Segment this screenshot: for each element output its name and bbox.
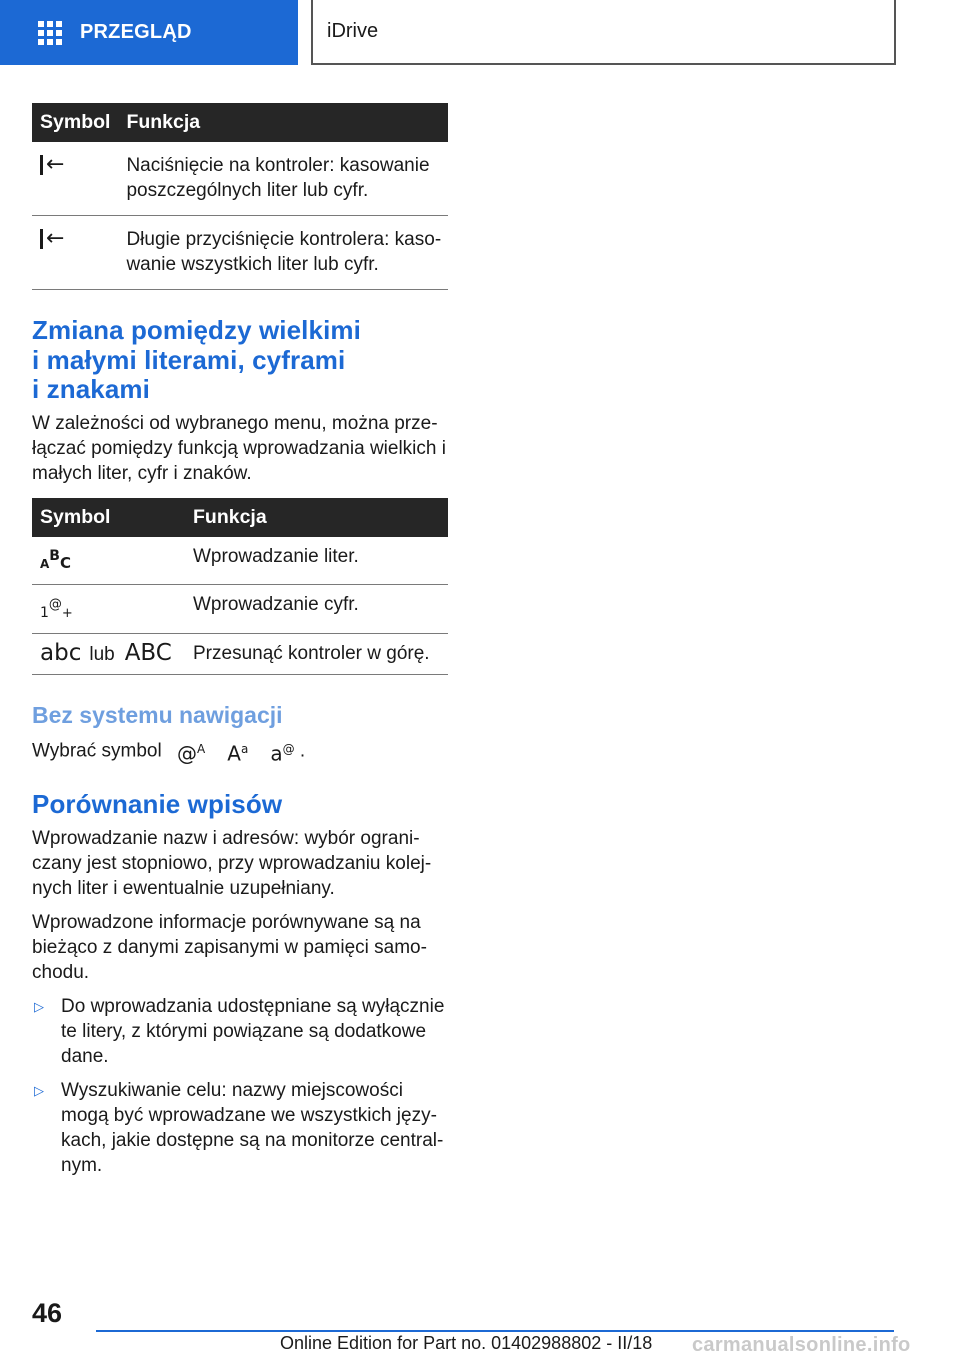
table-row xyxy=(32,216,448,290)
section-tab-overview[interactable] xyxy=(0,0,298,65)
subheading-no-navigation: Bez systemu nawigacji xyxy=(32,702,283,729)
backspace-icon: ← xyxy=(40,153,70,177)
chapter-title: iDrive xyxy=(327,20,379,42)
table-row xyxy=(32,537,448,585)
col-header-function: Funkcja xyxy=(118,103,448,142)
edition-text: Online Edition for Part no. 01402988802 - II/18 xyxy=(280,1333,653,1353)
triangle-bullet-icon: ▷ xyxy=(34,1083,44,1099)
list-item: ▷ Wyszukiwanie celu: nazwy miejscowości mogą być wprowadzane we wszystkich językach, jakie dostępne są na monitorze centralnym. xyxy=(34,1079,444,1177)
uppercase-abc-icon: ABC xyxy=(124,640,172,667)
list-item: ▷ Do wprowadzania udostępniane są wyłącznie te litery, z którymi powiązane są dodatkowe dane. xyxy=(34,995,445,1068)
table-row xyxy=(32,142,448,216)
letters-mode-icon: ABC xyxy=(40,548,71,573)
function-text: Przesunąć kontroler w górę. xyxy=(185,634,448,675)
section-heading-entry-comparison: Porównanie wpisów xyxy=(32,789,283,820)
symbol-table-modes xyxy=(32,498,448,675)
or-text: lub xyxy=(89,644,115,666)
lowercase-abc-icon: abc xyxy=(40,640,82,667)
grid-menu-icon xyxy=(38,21,62,45)
footer-divider xyxy=(96,1330,894,1332)
main-column xyxy=(32,103,448,1187)
page-number: 46 xyxy=(32,1298,63,1328)
lower-at-icon: a@ xyxy=(270,742,295,767)
section-text-case-switch: W zależności od wybranego menu, można przełączać pomiędzy funkcją wprowadzania wielkich i małych liter, cyfr i znaków. xyxy=(32,412,446,485)
watermark: carmanualsonline.info xyxy=(692,1334,911,1356)
bullet-list xyxy=(32,994,448,1179)
symbol-table-delete xyxy=(32,103,448,290)
upper-lower-icon: $A^a$ xyxy=(227,742,249,767)
col-header-function: Funkcja xyxy=(185,498,448,537)
chapter-header xyxy=(311,0,896,65)
at-upper-icon: @$^A$ xyxy=(176,742,206,767)
col-header-symbol: Symbol xyxy=(32,103,118,142)
function-text: Wprowadzanie liter. xyxy=(185,537,448,585)
function-text: Naciśnięcie na kontroler: kasowanie poszczególnych liter lub cyfr. xyxy=(118,142,448,216)
paragraph: Wprowadzone informacje porównywane są na bieżąco z danymi zapisanymi w pamięci samochodu. xyxy=(32,911,427,984)
table-row xyxy=(32,634,448,675)
triangle-bullet-icon: ▷ xyxy=(34,999,44,1015)
col-header-symbol: Symbol xyxy=(32,498,185,537)
function-text: Długie przyciśnięcie kontrolera: kasowanie wszystkich liter lub cyfr. xyxy=(118,216,448,290)
table-row xyxy=(32,585,448,634)
function-text: Wprowadzanie cyfr. xyxy=(185,585,448,634)
backspace-icon: ← xyxy=(40,227,70,251)
numbers-mode-icon: 1@+ xyxy=(40,597,73,622)
section-tab-label: PRZEGLĄD xyxy=(80,21,192,43)
section-heading-case-switch: Zmiana pomiędzy wielkimi i małymi literami, cyframi i znakami xyxy=(32,315,361,404)
select-symbol-text: Wybrać symbol @$^A$ $A^a$ a@ . xyxy=(32,737,448,768)
paragraph: Wprowadzanie nazw i adresów: wybór ograniczany jest stopniowo, przy wprowadzaniu kolejnych liter i ewentualnie uzupełniany. xyxy=(32,827,432,900)
